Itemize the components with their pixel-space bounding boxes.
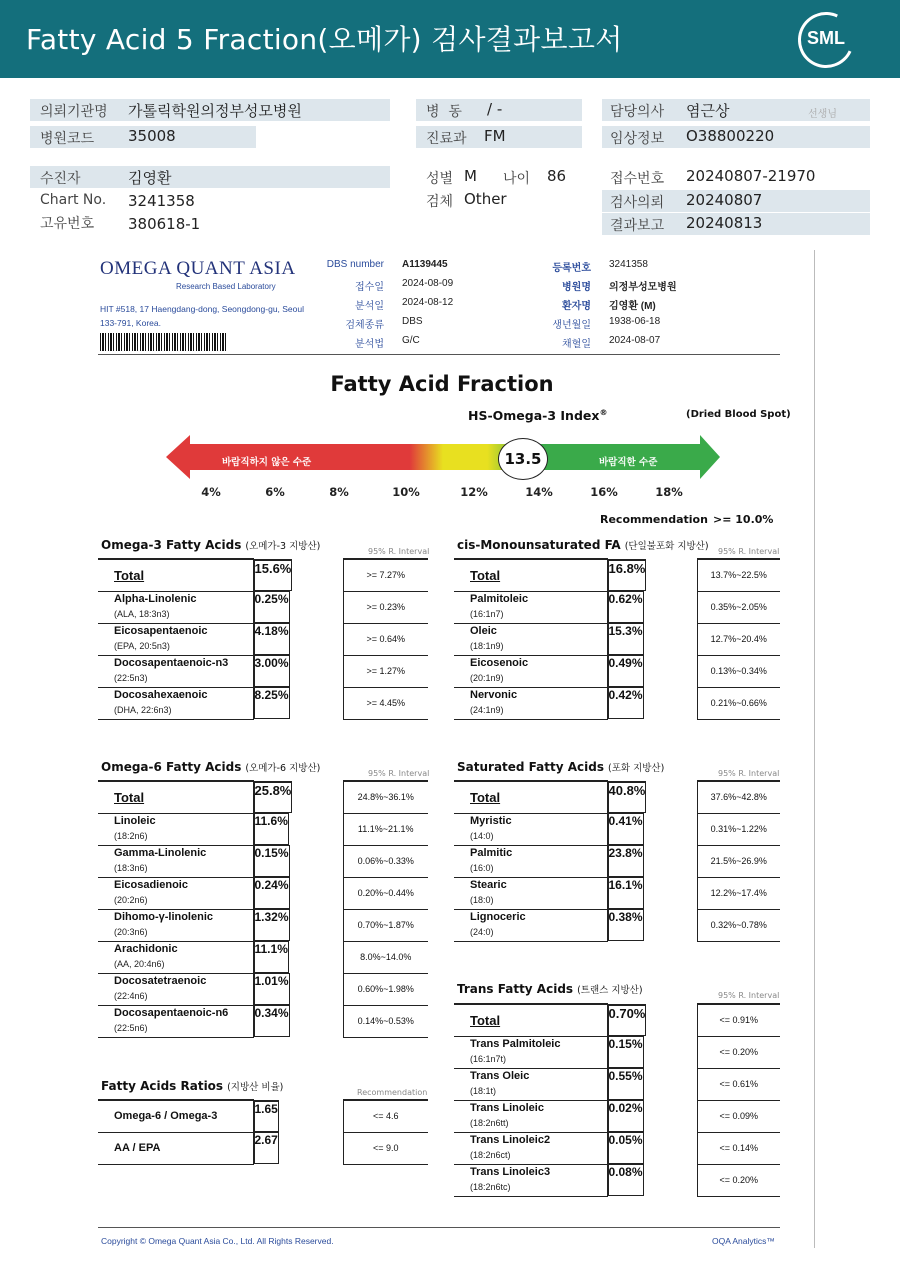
registered-mark: ® [599, 408, 608, 417]
scale-tick-label: 18% [655, 485, 683, 499]
row-name: Dihomo-γ-linolenic [114, 911, 213, 923]
report-date-label: 결과보고 [610, 218, 665, 234]
row-name-cell [454, 1132, 607, 1164]
table-row [98, 591, 428, 623]
section-table-sfa [454, 780, 780, 942]
section-table-omega6 [98, 780, 428, 1038]
table-row [98, 909, 428, 941]
meta-left-value: A1139445 [402, 259, 448, 270]
row-range: 0.06%~0.33% [343, 845, 428, 877]
patient-bar [30, 166, 390, 188]
row-subname: (18:0) [470, 895, 494, 905]
row-subname: (20:1n9) [470, 673, 504, 683]
row-value: 0.62% [608, 591, 644, 623]
row-subname: (18:2n6tc) [470, 1182, 511, 1192]
row-subname: (16:1n7t) [470, 1054, 507, 1064]
table-row [98, 845, 428, 877]
table-row [454, 845, 780, 877]
table-row [454, 655, 780, 687]
section-title-kr: (오메가-3 지방산) [245, 541, 321, 552]
row-name-cell [98, 687, 253, 719]
row-value: 11.6% [254, 813, 289, 845]
patient-label: 수진자 [40, 171, 81, 187]
section-interval-label: 95% R. Interval [718, 547, 780, 556]
row-range: 12.7%~20.4% [697, 623, 780, 655]
report-title: Fatty Acid 5 Fraction(오메가) 검사결과보고서 [26, 23, 623, 56]
total-range: 13.7%~22.5% [697, 559, 780, 591]
meta-right-label: 병원명 [562, 282, 591, 293]
row-subname: (18:1n9) [470, 641, 504, 651]
table-row [454, 687, 780, 719]
meta-left-value: DBS [402, 316, 423, 327]
row-subname: (16:1n7) [470, 609, 504, 619]
oqa-logo-sub: Research Based Laboratory [176, 282, 276, 291]
section-title-omega3 [101, 538, 320, 552]
meta-right-value: 의정부성모병원 [609, 282, 677, 293]
row-value: 8.25% [254, 687, 290, 719]
table-row-total [454, 559, 780, 591]
total-value: 40.8% [608, 781, 647, 813]
row-name: Oleic [470, 625, 497, 637]
section-interval-label: 95% R. Interval [368, 769, 430, 778]
row-value: 1.65 [254, 1100, 279, 1132]
row-name-cell [454, 1036, 607, 1068]
scale-tick-label: 14% [525, 485, 553, 499]
row-range: <= 0.20% [697, 1036, 780, 1068]
section-title-text: Omega-3 Fatty Acids [101, 538, 242, 552]
copyright: Copyright © Omega Quant Asia Co., Ltd. All Rights Reserved. [101, 1236, 334, 1246]
row-name-cell [454, 1164, 607, 1196]
table-row [98, 687, 428, 719]
row-name-cell [98, 813, 253, 845]
receipt-label: 접수번호 [610, 171, 665, 187]
total-label: Total [454, 559, 607, 591]
uid-value: 380618-1 [128, 215, 201, 233]
row-range: 11.1%~21.1% [343, 813, 428, 845]
sex-label: 성별 [426, 171, 454, 187]
section-title-trans [457, 982, 643, 996]
total-range: >= 7.27% [343, 559, 428, 591]
row-range: <= 0.20% [697, 1164, 780, 1196]
barcode [100, 333, 228, 351]
row-value: 0.41% [608, 813, 644, 845]
row-value: 3.00% [254, 655, 290, 687]
table-row [454, 1132, 780, 1164]
table-row [98, 623, 428, 655]
row-value: 4.18% [254, 623, 290, 655]
row-name: Gamma-Linolenic [114, 847, 207, 859]
row-name-cell [98, 591, 253, 623]
lab-address: HIT #518, 17 Haengdang-dong, Seongdong-gu, Seoul 133-791, Korea. [100, 304, 305, 328]
row-name-cell [98, 1132, 253, 1164]
row-value: 0.49% [608, 655, 644, 687]
row-subname: (18:2n6tt) [470, 1118, 509, 1128]
row-subname: (20:3n6) [114, 927, 148, 937]
omega3-index-title-text: HS-Omega-3 Index [468, 408, 600, 424]
scale-tick-label: 4% [201, 485, 221, 499]
row-range: <= 0.61% [697, 1068, 780, 1100]
table-row [98, 1100, 428, 1132]
row-name-cell [454, 687, 607, 719]
receipt-value: 20240807-21970 [686, 167, 816, 185]
row-name-cell [98, 845, 253, 877]
row-subname: (14:0) [470, 831, 494, 841]
meta-left-label: 검체종류 [345, 320, 384, 331]
panel-border [814, 250, 815, 1248]
section-title-kr: (오메가-6 지방산) [245, 763, 321, 774]
report-date-value: 20240813 [686, 214, 763, 232]
meta-left-label: 접수일 [355, 282, 384, 293]
section-title-omega6 [101, 760, 320, 774]
omega3-index-value: 13.5 [498, 438, 548, 480]
desirable-label: 바람직한 수준 [599, 457, 658, 468]
row-range: <= 0.09% [697, 1100, 780, 1132]
row-subname: (18:2n6ct) [470, 1150, 511, 1160]
total-value: 0.70% [608, 1004, 647, 1036]
row-name: Docosapentaenoic-n3 [114, 657, 229, 669]
row-range: 0.31%~1.22% [697, 813, 780, 845]
patient-value: 김영환 [128, 169, 172, 187]
section-interval-label: 95% R. Interval [718, 991, 780, 1000]
meta-right-value: 1938-06-18 [609, 316, 661, 327]
row-subname: (18:1t) [470, 1086, 497, 1096]
index-note: (Dried Blood Spot) [686, 409, 791, 420]
row-value: 0.34% [254, 1005, 290, 1037]
table-row-total [98, 781, 428, 813]
row-name-cell [454, 845, 607, 877]
row-range: >= 4.45% [343, 687, 428, 719]
ward-label: 병 동 [426, 104, 462, 120]
meta-left-value: 2024-08-12 [402, 297, 454, 308]
meta-divider [98, 354, 780, 355]
undesirable-label: 바람직하지 않은 수준 [222, 457, 312, 468]
table-row [454, 1068, 780, 1100]
row-name: Docosatetraenoic [114, 975, 207, 987]
row-name-cell [98, 973, 253, 1005]
sml-logo [798, 12, 854, 68]
table-row [98, 813, 428, 845]
row-value: 0.38% [608, 909, 644, 941]
age-value: 86 [547, 167, 567, 185]
total-range: <= 0.91% [697, 1004, 780, 1036]
row-value: 1.01% [254, 973, 290, 1005]
row-value: 0.08% [608, 1164, 644, 1196]
meta-left-value: 2024-08-09 [402, 278, 454, 289]
oqa-analytics: OQA Analytics™ [712, 1236, 775, 1246]
table-row-total [98, 559, 428, 591]
row-subname: (DHA, 22:6n3) [114, 705, 172, 715]
ward-value: / - [487, 100, 503, 118]
clinical-value: O38800220 [686, 127, 775, 145]
table-row [98, 1005, 428, 1037]
section-title-text: Saturated Fatty Acids [457, 760, 604, 774]
table-row-total [454, 781, 780, 813]
row-name-cell [98, 877, 253, 909]
scale-tick-label: 10% [392, 485, 420, 499]
meta-right-value: 2024-08-07 [609, 335, 661, 346]
table-row [454, 909, 780, 941]
total-range: 24.8%~36.1% [343, 781, 428, 813]
row-subname: (22:4n6) [114, 991, 148, 1001]
section-table-omega3 [98, 558, 428, 720]
sml-logo-text: SML [807, 28, 845, 48]
doctor-label: 담당의사 [610, 104, 665, 120]
row-name: Eicosenoic [470, 657, 529, 669]
row-value: 23.8% [608, 845, 644, 877]
row-subname: (EPA, 20:5n3) [114, 641, 170, 651]
row-value: 0.25% [254, 591, 290, 623]
total-label: Total [454, 781, 607, 813]
row-name: Palmitoleic [470, 593, 529, 605]
row-name-cell [98, 1005, 253, 1037]
row-range: 0.35%~2.05% [697, 591, 780, 623]
row-range: 0.32%~0.78% [697, 909, 780, 941]
table-row [454, 591, 780, 623]
row-name: Lignoceric [470, 911, 526, 923]
section-title-text: Fatty Acids Ratios [101, 1079, 224, 1093]
total-range: 37.6%~42.8% [697, 781, 780, 813]
chart-value: 3241358 [128, 192, 195, 210]
row-subname: (24:0) [470, 927, 494, 937]
table-row [98, 877, 428, 909]
section-interval-label: 95% R. Interval [368, 547, 430, 556]
row-value: 15.3% [608, 623, 644, 655]
specimen-value: Other [464, 190, 507, 208]
row-name: Stearic [470, 879, 507, 891]
institution-label: 의뢰기관명 [40, 104, 108, 120]
row-name: Eicosadienoic [114, 879, 188, 891]
row-name-cell [454, 909, 607, 941]
scale-tick-label: 8% [329, 485, 349, 499]
uid-label: 고유번호 [40, 216, 95, 232]
table-row [454, 1164, 780, 1196]
row-range: 8.0%~14.0% [343, 941, 428, 973]
row-name: Trans Linoleic [470, 1102, 544, 1114]
row-name: Alpha-Linolenic [114, 593, 197, 605]
row-name-cell [454, 877, 607, 909]
row-name-cell [98, 909, 253, 941]
total-label: Total [454, 1004, 607, 1036]
request-label: 검사의뢰 [610, 195, 665, 211]
row-value: 1.32% [254, 909, 290, 941]
specimen-label: 검체 [426, 194, 454, 210]
row-value: 0.05% [608, 1132, 644, 1164]
row-value: 16.1% [608, 877, 644, 909]
section-interval-label: Recommendation [357, 1088, 428, 1097]
row-name: Palmitic [470, 847, 513, 859]
row-range: >= 0.23% [343, 591, 428, 623]
total-value: 15.6% [254, 559, 293, 591]
row-subname: (18:2n6) [114, 831, 148, 841]
row-name: Omega-6 / Omega-3 [114, 1109, 218, 1122]
row-value: 0.02% [608, 1100, 644, 1132]
meta-right-value: 3241358 [609, 259, 648, 270]
scale-tick-label: 12% [460, 485, 488, 499]
section-table-ratios [98, 1099, 428, 1165]
row-name: Docosahexaenoic [114, 689, 208, 701]
row-name: Trans Oleic [470, 1070, 530, 1082]
row-range: 0.13%~0.34% [697, 655, 780, 687]
row-range: <= 0.14% [697, 1132, 780, 1164]
meta-right-label: 채혈일 [562, 339, 591, 350]
row-subname: (18:3n6) [114, 863, 148, 873]
row-name: AA / EPA [114, 1141, 161, 1154]
row-name-cell [454, 623, 607, 655]
row-range: 0.70%~1.87% [343, 909, 428, 941]
hospital-code-value: 35008 [128, 127, 176, 145]
section-title-text: Omega-6 Fatty Acids [101, 760, 242, 774]
section-title-ratios [101, 1079, 283, 1093]
section-title-text: cis-Monounsaturated FA [457, 538, 621, 552]
row-name: Docosapentaenoic-n6 [114, 1007, 229, 1019]
total-value: 16.8% [608, 559, 647, 591]
section-title-kr: (트랜스 지방산) [577, 985, 643, 996]
section-table-trans [454, 1003, 780, 1197]
request-value: 20240807 [686, 191, 763, 209]
meta-left-label: 분석법 [355, 339, 384, 350]
meta-left-value: G/C [402, 335, 420, 346]
row-range: 0.60%~1.98% [343, 973, 428, 1005]
row-name-cell [98, 941, 253, 973]
row-range: 21.5%~26.9% [697, 845, 780, 877]
row-name: Trans Linoleic3 [470, 1166, 551, 1178]
row-range: <= 4.6 [343, 1100, 428, 1132]
row-value: 0.15% [608, 1036, 644, 1068]
row-name-cell [454, 1068, 607, 1100]
oqa-logo: OMEGA QUANT ASIA [100, 258, 296, 279]
section-title-kr: (단일불포화 지방산) [624, 541, 709, 552]
row-subname: (16:0) [470, 863, 494, 873]
section-title-sfa [457, 760, 664, 774]
chart-label: Chart No. [40, 192, 107, 208]
row-value: 0.15% [254, 845, 290, 877]
scale-tick-label: 16% [590, 485, 618, 499]
row-name: Trans Linoleic2 [470, 1134, 551, 1146]
row-value: 0.55% [608, 1068, 644, 1100]
dept-label: 진료과 [426, 131, 467, 147]
row-name: Arachidonic [114, 943, 178, 955]
table-row [454, 1100, 780, 1132]
scale-tick-label: 6% [265, 485, 285, 499]
total-value: 25.8% [254, 781, 293, 813]
row-name: Trans Palmitoleic [470, 1038, 561, 1050]
clinical-label: 임상정보 [610, 131, 665, 147]
institution-value: 가톨릭학원의정부성모병원 [128, 102, 302, 120]
footer-divider [98, 1227, 780, 1228]
row-range: >= 1.27% [343, 655, 428, 687]
table-row-total [454, 1004, 780, 1036]
row-subname: (22:5n6) [114, 1023, 148, 1033]
meta-right-label: 생년월일 [552, 320, 591, 331]
meta-right-label: 환자명 [562, 301, 591, 312]
row-name-cell [98, 1100, 253, 1132]
report-header [0, 0, 900, 78]
total-label: Total [98, 781, 253, 813]
recommendation-value: >= 10.0% [713, 513, 774, 526]
row-name-cell [454, 655, 607, 687]
row-subname: (ALA, 18:3n3) [114, 609, 170, 619]
row-name-cell [98, 623, 253, 655]
section-title-kr: (지방산 비율) [227, 1082, 284, 1093]
table-row [98, 973, 428, 1005]
section-title-kr: (포화 지방산) [608, 763, 665, 774]
table-row [454, 813, 780, 845]
row-subname: (24:1n9) [470, 705, 504, 715]
doctor-hint: 선생님 [808, 109, 837, 120]
row-value: 2.67 [254, 1132, 279, 1164]
row-range: 12.2%~17.4% [697, 877, 780, 909]
section-interval-label: 95% R. Interval [718, 769, 780, 778]
row-range: 0.20%~0.44% [343, 877, 428, 909]
row-range: <= 9.0 [343, 1132, 428, 1164]
row-range: 0.14%~0.53% [343, 1005, 428, 1037]
row-name-cell [454, 591, 607, 623]
row-subname: (22:5n3) [114, 673, 148, 683]
table-row [454, 877, 780, 909]
doctor-value: 염근상 [686, 102, 730, 120]
omega3-index-title [468, 408, 607, 423]
row-value: 0.24% [254, 877, 290, 909]
row-range: >= 0.64% [343, 623, 428, 655]
meta-right-label: 등록번호 [552, 263, 591, 274]
table-row [454, 623, 780, 655]
table-row [98, 1132, 428, 1164]
table-row [454, 1036, 780, 1068]
age-label: 나이 [503, 171, 531, 187]
recommendation-label: Recommendation [600, 513, 708, 526]
row-value: 11.1% [254, 941, 289, 973]
table-row [98, 655, 428, 687]
row-range: 0.21%~0.66% [697, 687, 780, 719]
section-title-text: Trans Fatty Acids [457, 982, 574, 996]
meta-left-label: 분석일 [355, 301, 384, 312]
meta-left-label: DBS number [326, 259, 384, 270]
table-row [98, 941, 428, 973]
row-subname: (20:2n6) [114, 895, 148, 905]
row-subname: (AA, 20:4n6) [114, 959, 165, 969]
row-value: 0.42% [608, 687, 644, 719]
hospital-code-label: 병원코드 [40, 131, 95, 147]
sex-value: M [464, 167, 477, 185]
row-name: Nervonic [470, 689, 518, 701]
row-name-cell [454, 813, 607, 845]
total-label: Total [98, 559, 253, 591]
row-name-cell [454, 1100, 607, 1132]
row-name-cell [98, 655, 253, 687]
row-name: Myristic [470, 815, 512, 827]
dept-value: FM [484, 127, 506, 145]
fatty-acid-fraction-title: Fatty Acid Fraction [330, 372, 554, 396]
section-title-mufa [457, 538, 709, 552]
row-name: Eicosapentaenoic [114, 625, 208, 637]
meta-right-value: 김영환 (M) [609, 301, 656, 312]
section-table-mufa [454, 558, 780, 720]
row-name: Linoleic [114, 815, 156, 827]
